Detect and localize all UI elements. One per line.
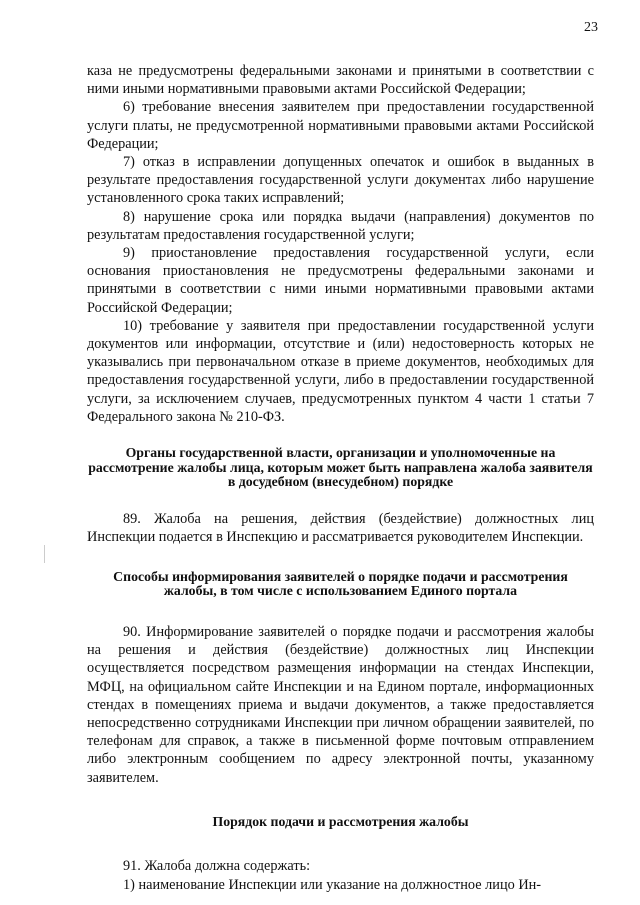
spacer — [87, 426, 594, 446]
spacer — [87, 546, 594, 570]
section-heading-informing-methods: Способы информирования заявителей о порядке подачи и рассмотрения жалобы, в том числе с использованием Единого портала — [113, 568, 568, 599]
spacer — [87, 787, 594, 815]
section-heading-complaint-procedure: Порядок подачи и рассмотрения жалобы — [212, 813, 469, 829]
paragraph-item-6: 6) требование внесения заявителем при предоставлении государственной услуги платы, не предусмотренной нормативными правовыми актами Российской Федерации; — [87, 99, 594, 152]
paragraph-item-10: 10) требование у заявителя при предоставлении государственной услуги документов или информации, отсутствие и (или) недостоверность которых не указывались при первоначальном отказе в приеме документов, необходимых для предоставления государственной услуги, либо в предоставлении государственной услуги, за исключением случаев, предусмотренных пунктом 4 части 1 статьи 7 Федерального закона № 210-ФЗ. — [87, 317, 594, 425]
margin-mark — [44, 545, 45, 563]
paragraph-item-7: 7) отказ в исправлении допущенных опечаток и ошибок в выданных в результате предоставления государственной услуги документах либо нарушение установленного срока таких исправлений; — [87, 154, 594, 207]
paragraph-item-9: 9) приостановление предоставления государственной услуги, если основания приостановления не предусмотрены федеральными законами и принятыми в соответствии с ними иными нормативными правовыми актами Российской Федерации; — [87, 245, 594, 316]
spacer — [87, 829, 594, 857]
paragraph-continuation: каза не предусмотрены федеральными законами и принятыми в соответствии с ними иными нормативными правовыми актами Российской Федерации; — [87, 63, 594, 98]
page-number: 23 — [584, 20, 598, 35]
section-heading-complaint-bodies: Органы государственной власти, организации и уполномоченные на рассмотрение жалобы лица, которым может быть направлена жалоба заявителя в досудебном (внесудебном) порядке — [88, 445, 593, 490]
spacer — [87, 599, 594, 623]
paragraph-89: 89. Жалоба на решения, действия (бездействие) должностных лиц Инспекции подается в Инспекцию и рассматривается руководителем Инспекции. — [87, 510, 594, 545]
paragraph-item-8: 8) нарушение срока или порядка выдачи (направления) документов по результатам предоставления государственной услуги; — [87, 208, 594, 243]
paragraph-91-item-1: 1) наименование Инспекции или указание на должностное лицо Ин- — [123, 876, 542, 893]
document-body — [87, 62, 594, 894]
paragraph-90: 90. Информирование заявителей о порядке подачи и рассмотрения жалобы на решения и действия (бездействие) должностных лиц Инспекции осуществляется посредством размещения информации на стендах Инспекции, МФЦ, на официальном сайте Инспекции и на Едином портале, информационных стендах в помещениях приема и выдачи документов, а также предоставляется непосредственно сотрудниками Инспекции при личном обращении заявителей, по телефонам для справок, а также в письменной форме почтовым отправлением либо электронным сообщением по адресу электронной почты, указанному заявителем. — [87, 623, 594, 786]
spacer — [87, 490, 594, 510]
paragraph-91: 91. Жалоба должна содержать: — [123, 858, 311, 875]
